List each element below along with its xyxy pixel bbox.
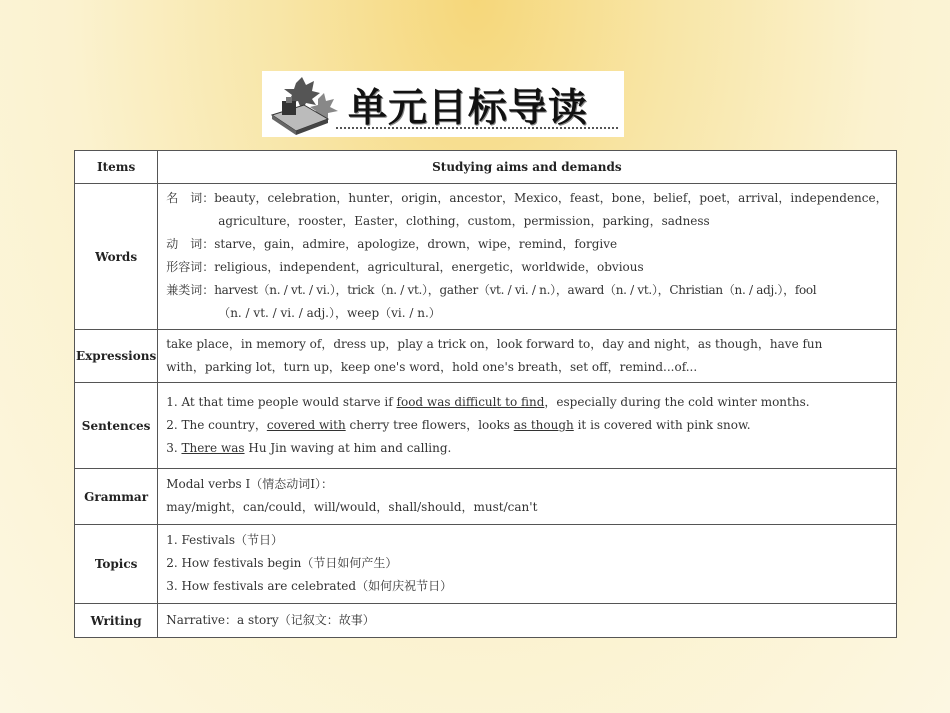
sentence-2 (166, 414, 887, 437)
sentence-3-underline: There was (181, 440, 245, 455)
verbs-line (166, 233, 887, 256)
sentence-2-text: 2. The country， (166, 417, 267, 432)
sentence-1 (166, 391, 887, 414)
table-row-words (75, 184, 897, 330)
grammar-line-2: may/might，can/could，will/would，shall/should，must/can't (166, 500, 538, 514)
table-header-row (75, 151, 897, 184)
expressions-content (158, 330, 896, 383)
banner-title: 单元目标导读 (348, 86, 589, 131)
sentence-3 (166, 437, 887, 460)
sentence-2-mid: cherry tree flowers，looks (345, 417, 514, 432)
multi-class-line-2: （n. / vt. / vi. / adj.），weep（vi. / n.） (218, 306, 441, 320)
sentence-2-rest: it is covered with pink snow. (573, 417, 751, 432)
topic-1: 1. Festivals（节日） (166, 533, 283, 547)
adjectives-line (166, 256, 887, 279)
verbs-list: starve，gain，admire，apologize，drown，wipe，remind，forgive (214, 237, 618, 251)
banner-dotted-divider (336, 127, 618, 131)
sentence-2-underline-2: as though (513, 417, 574, 432)
topic-2: 2. How festivals begin（节日如何产生） (166, 556, 398, 570)
row-label-expressions: Expressions (75, 330, 158, 383)
verbs-prefix: 动 词： (166, 237, 215, 251)
header-items: Items (75, 151, 158, 184)
sentence-1-underline: food was difficult to find (396, 394, 545, 409)
table-row-sentences (75, 383, 897, 469)
expressions-line-1: take place，in memory of，dress up，play a trick on，look forward to，day and night，as though，have fun (166, 336, 823, 351)
topics-content (158, 525, 896, 604)
table-row-topics (75, 525, 897, 604)
nouns-prefix: 名 词： (166, 191, 215, 205)
row-label-sentences: Sentences (75, 383, 158, 469)
maple-leaf-book-icon (266, 75, 342, 135)
sentence-2-underline-1: covered with (266, 417, 346, 432)
sentences-content (158, 383, 896, 469)
grammar-line-1: Modal verbs Ⅰ（情态动词Ⅰ）： (166, 477, 333, 491)
row-label-topics: Topics (75, 525, 158, 604)
table-row-expressions (75, 330, 897, 383)
row-label-words: Words (75, 184, 158, 330)
grammar-content (158, 469, 896, 525)
table-row-grammar (75, 469, 897, 525)
sentence-3-rest: Hu Jin waving at him and calling. (244, 440, 452, 455)
header-aims: Studying aims and demands (158, 151, 896, 184)
row-label-writing: Writing (75, 604, 158, 638)
topic-3: 3. How festivals are celebrated（如何庆祝节日） (166, 579, 453, 593)
expressions-line-2: with，parking lot，turn up，keep one's word，hold one's breath，set off，remind...of... (166, 359, 698, 374)
nouns-list: beauty，celebration，hunter，origin，ancestor，Mexico，feast，bone，belief，poet，arrival，independence， (214, 191, 888, 205)
sentence-1-text: 1. At that time people would starve if (166, 394, 397, 409)
table-row-writing (75, 604, 897, 638)
adjectives-prefix: 形容词： (166, 260, 215, 274)
writing-content (158, 604, 896, 638)
multi-class-line (166, 279, 887, 302)
section-banner (262, 71, 624, 137)
multi-class-list: harvest（n. / vt. / vi.），trick（n. / vt.），gather（vt. / vi. / n.），award（n. / vt.），Christian（n. / adj.），fool (214, 283, 817, 297)
adjectives-list: religious，independent，agricultural，energetic，worldwide，obvious (214, 260, 644, 274)
multi-class-prefix: 兼类词： (166, 283, 215, 297)
nouns-line (166, 187, 887, 210)
writing-line: Narrative：a story（记叙文：故事） (166, 612, 375, 627)
sentence-3-text: 3. (166, 440, 182, 455)
words-content (158, 184, 896, 330)
nouns-line-2: agriculture，rooster，Easter，clothing，custom，permission，parking，sadness (218, 214, 710, 228)
sentence-1-rest: ，especially during the cold winter months. (544, 394, 810, 409)
study-aims-table (74, 150, 897, 638)
row-label-grammar: Grammar (75, 469, 158, 525)
